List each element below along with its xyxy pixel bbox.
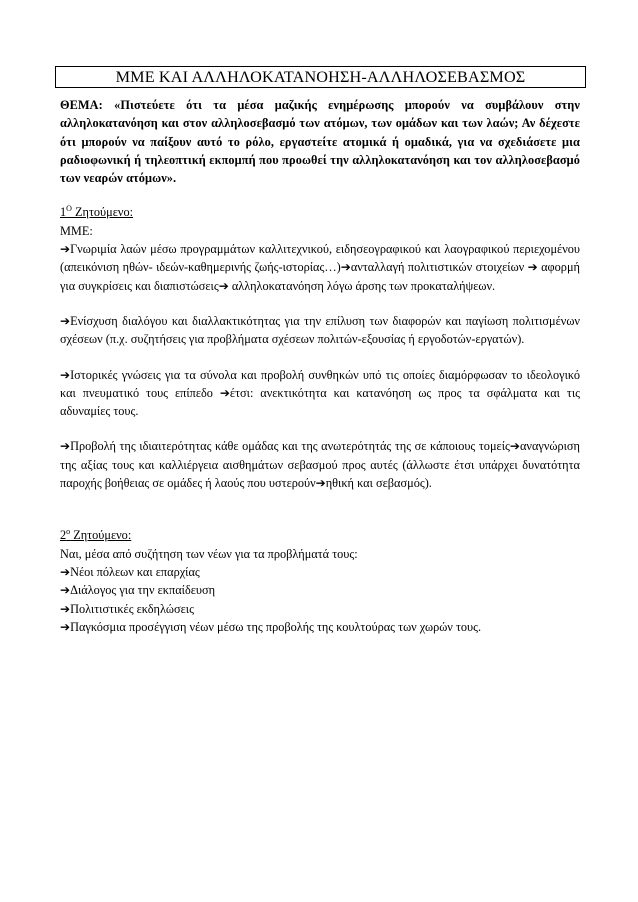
arrow-icon: ➔ (60, 601, 71, 616)
arrow-icon: ➔ (219, 385, 230, 400)
spacer (60, 349, 580, 366)
document-body (60, 96, 580, 636)
section2-intro: Ναι, μέσα από συζήτηση των νέων για τα προβλήματά τους: (60, 546, 358, 561)
list-item: ➔Παγκόσμια προσέγγιση νέων μέσω της προβολής της κουλτούρας των χωρών τους. (60, 619, 482, 634)
section1-heading-text: Ζητούμενο: (71, 205, 134, 220)
arrow-icon: ➔ (60, 619, 71, 634)
arrow-icon: ➔ (218, 278, 229, 293)
spacer (60, 492, 580, 526)
arrow-icon: ➔ (509, 439, 520, 454)
section2-heading-text: Ζητούμενο: (70, 528, 132, 543)
arrow-icon: ➔ (60, 242, 71, 257)
section1-paragraph-3: ➔Ιστορικές γνώσεις για τα σύνολα και προβολή συνθηκών υπό τις οποίες διαμόρφωσαν το ιδεολογικό και πνευματικό τους επίπεδο ➔έτσι: ανεκτικότητα και κατανόηση ως προς τα σφάλματα και τις αδυναμίες τους. (60, 367, 581, 419)
spacer (60, 187, 580, 203)
spacer (60, 295, 580, 312)
arrow-icon: ➔ (60, 367, 71, 382)
page-title: ΜΜΕ ΚΑΙ ΑΛΛΗΛΟΚΑΤΑΝΟΗΣΗ-ΑΛΛΗΛΟΣΕΒΑΣΜΟΣ (55, 66, 586, 88)
list-item: ➔Διάλογος για την εκπαίδευση (60, 583, 216, 598)
section1-number: 1 (60, 205, 67, 220)
topic-paragraph: ΘΕΜΑ: «Πιστεύετε ότι τα μέσα μαζικής ενημέρωσης μπορούν να συμβάλουν στην αλληλοκατανόηση και στον αλληλοσεβασμό των ατόμων, των ομάδων και των λαών; Αν δέχεστε ότι μπορούν να παίξουν αυτό το ρόλο, εργαστείτε ατομικά ή ομαδικά, για να σχεδιάσετε μια ραδιοφωνική ή τηλεοπτική εκπομπή που προωθεί την αλληλοκατανόηση και τον αλληλοσεβασμό των νεαρών ατόμων». (60, 98, 580, 186)
arrow-icon: ➔ (340, 260, 351, 275)
section1-superscript: Ο (66, 204, 72, 214)
arrow-icon: ➔ (60, 583, 71, 598)
arrow-icon: ➔ (527, 260, 538, 275)
arrow-icon: ➔ (60, 313, 71, 328)
spacer (60, 420, 580, 437)
section1-paragraph-1: ➔Γνωριμία λαών μέσω προγραμμάτων καλλιτεχνικού, ειδησεογραφικού και λαογραφικού περιεχομένου (απεικόνιση ηθών- ιδεών-καθημερινής ζωής-ιστορίας…)➔ανταλλαγή πολιτιστικών στοιχείων ➔ αφορμή για συγκρίσεις και διαπιστώσεις➔ αλληλοκατανόηση λόγω άρσης των προκαταλήψεων. (60, 242, 580, 293)
section1-paragraph-4: ➔Προβολή της ιδιαιτερότητας κάθε ομάδας και της ανωτερότητάς της σε κάποιους τομείς➔αναγνώριση της αξίας τους και καλλιέργεια αισθημάτων σεβασμού προς αυτές (άλλωστε έτσι υπάρχει δυνατότητα παροχής βοήθειας σε ομάδες ή λαούς που υστερούν➔ηθική και σεβασμός). (60, 439, 580, 491)
list-item: ➔Νέοι πόλεων και επαρχίας (60, 564, 200, 579)
arrow-icon: ➔ (60, 439, 71, 454)
section2-heading (60, 526, 580, 544)
section2-number: 2 (60, 528, 67, 543)
arrow-icon: ➔ (315, 476, 326, 491)
section1-subheading: ΜΜΕ: (60, 223, 93, 238)
list-item: ➔Πολιτιστικές εκδηλώσεις (60, 601, 194, 616)
arrow-icon: ➔ (60, 564, 71, 579)
section1-heading (60, 203, 580, 221)
section1-paragraph-2: ➔Ενίσχυση διαλόγου και διαλλακτικότητας για την επίλυση των διαφορών και παγίωση πολιτισμένων σχέσεων (π.χ. συζητήσεις για προβλήματα σχέσεων πολιτών-εξουσίας ή εργοδοτών-εργατών). (60, 313, 580, 347)
section2-superscript: ο (66, 527, 71, 537)
